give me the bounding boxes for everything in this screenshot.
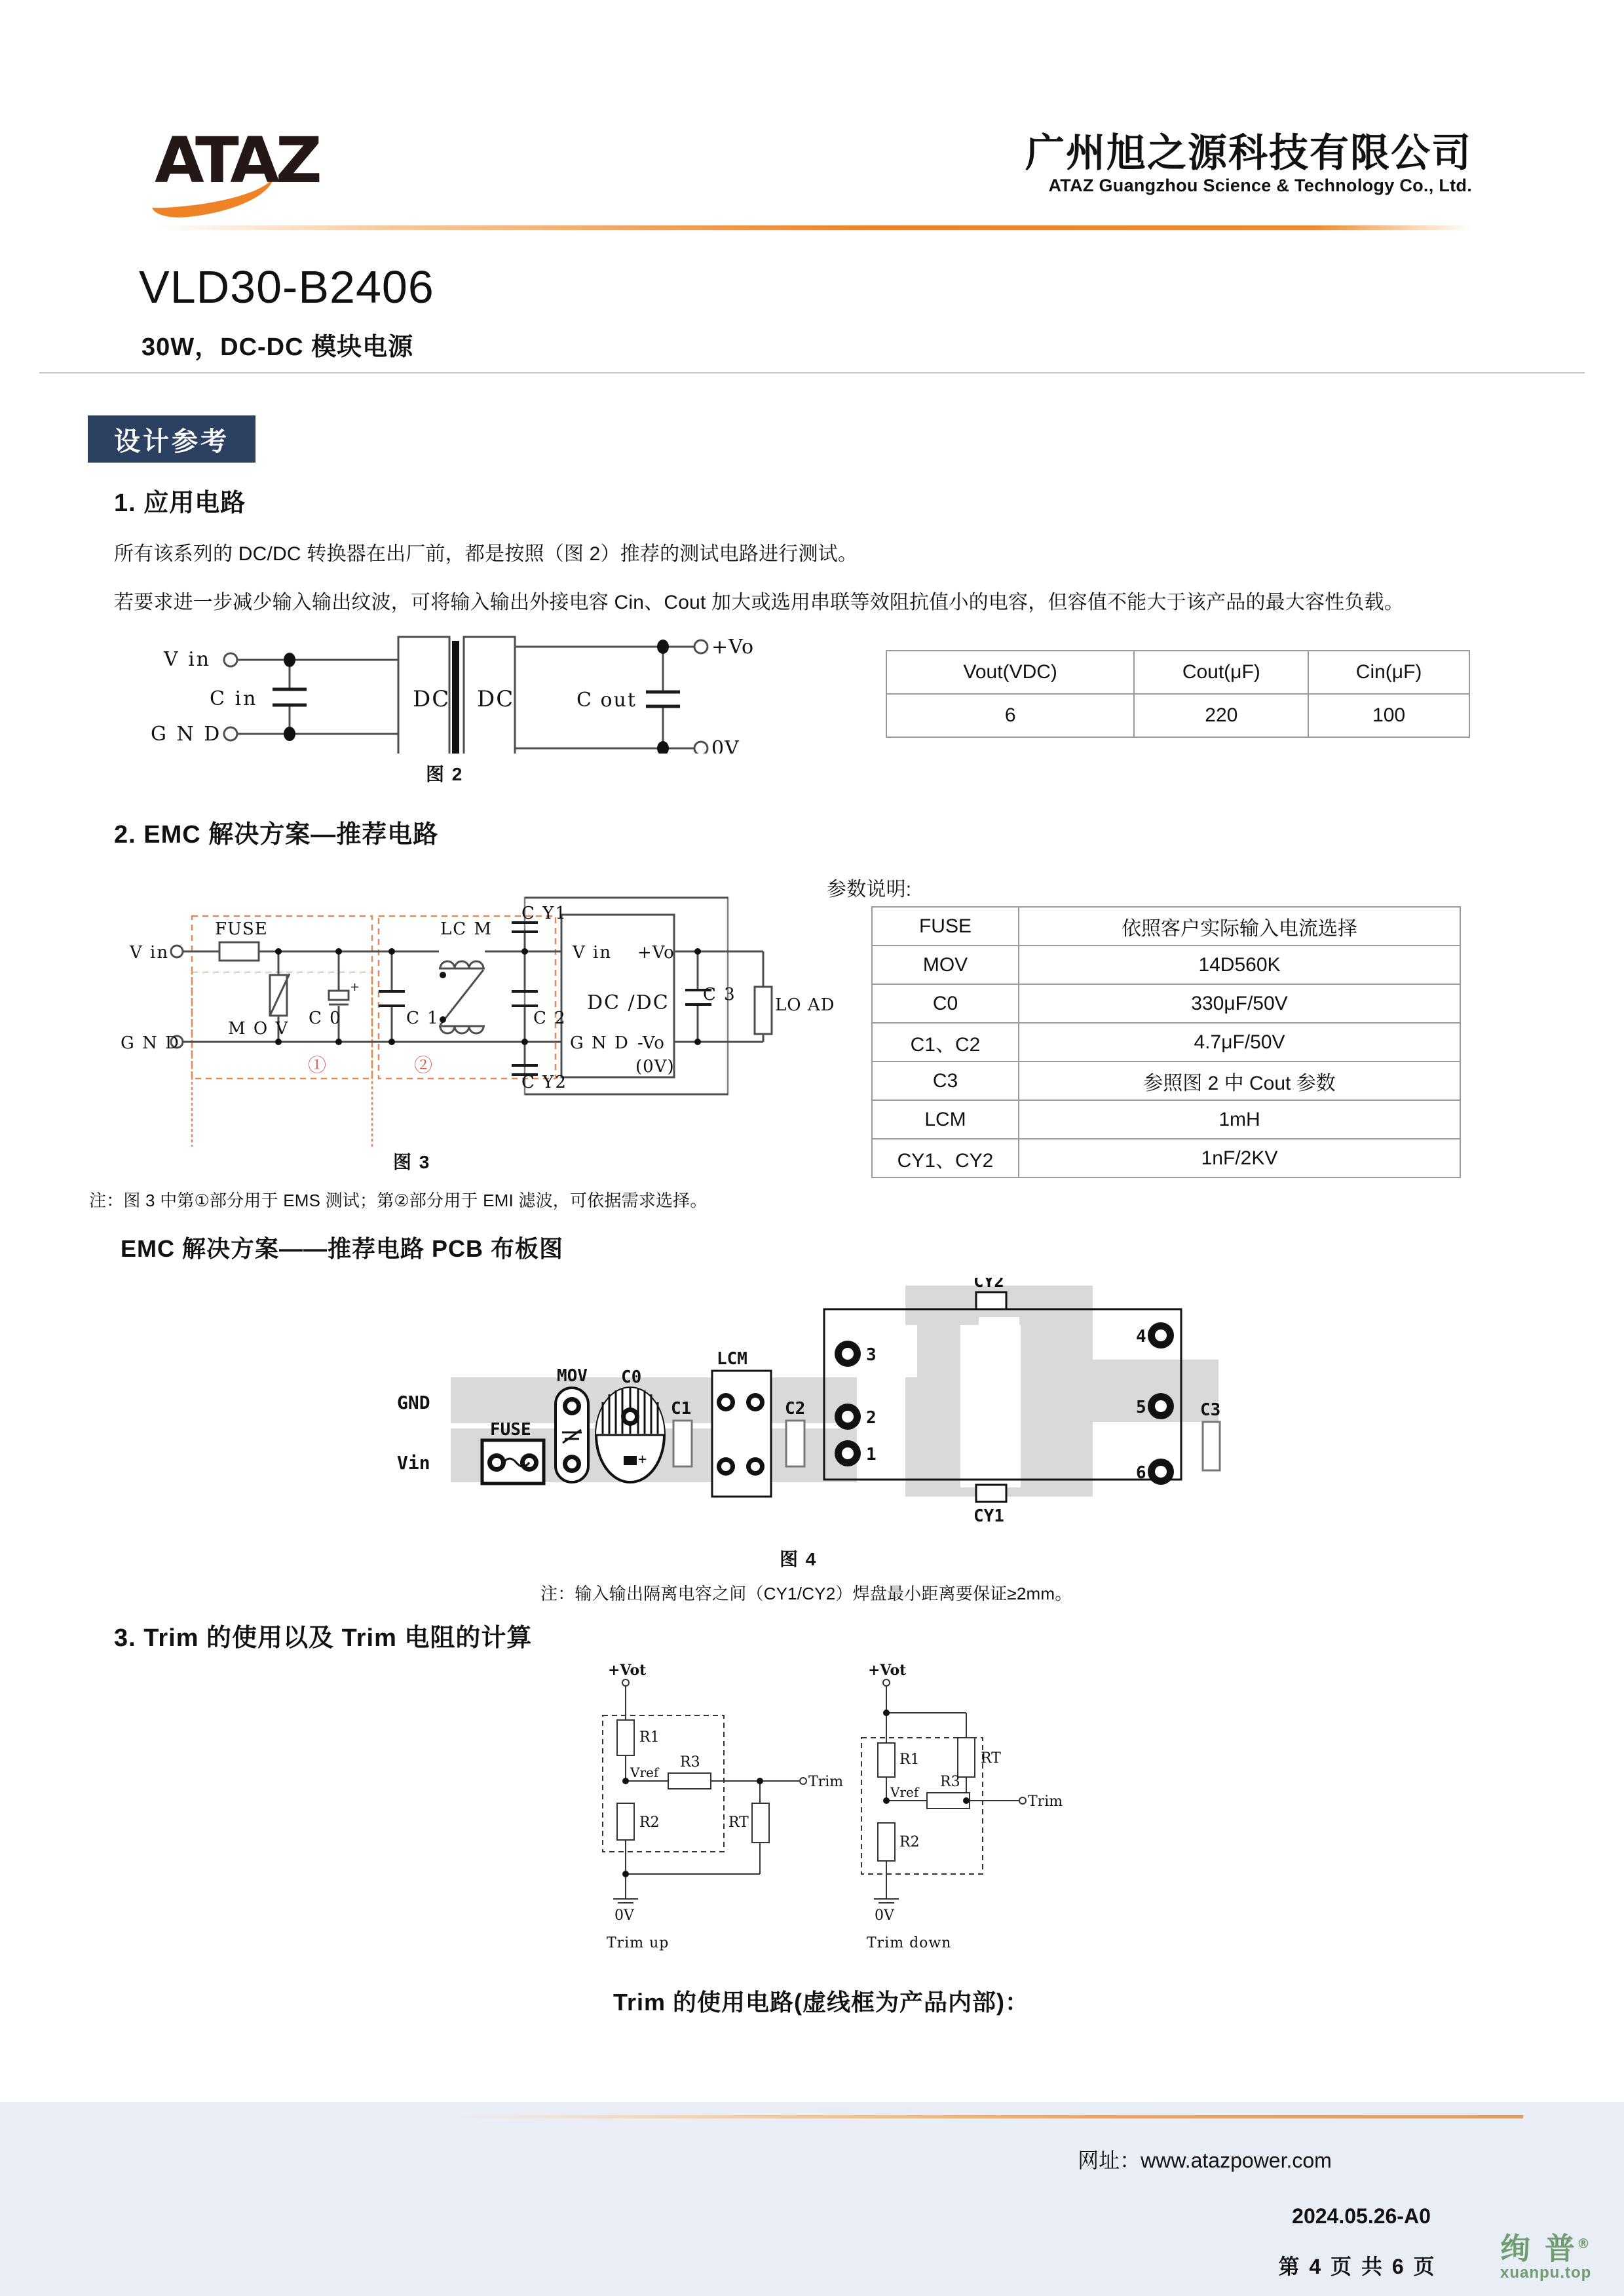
svg-text:LO AD: LO AD [775,995,835,1015]
svg-text:R2: R2 [899,1834,920,1850]
svg-text:1: 1 [866,1445,877,1464]
param-name: MOV [872,946,1019,984]
param-value: 14D560K [1019,946,1460,984]
param-value: 330μF/50V [1019,984,1460,1023]
paragraph-1: 所有该系列的 DC/DC 转换器在出厂前，都是按照（图 2）推荐的测试电路进行测试。 [114,543,858,565]
svg-text:Trim: Trim [808,1774,844,1790]
figure-4-caption: 图 4 [780,1549,818,1569]
figure-trim-circuits [563,1658,1087,1953]
paragraph-2: 若要求进一步减少输入输出纹波，可将输入输出外接电容 Cin、Cout 加大或选用串联等效阻抗值小的电容，但容值不能大于该产品的最大容性负载。 [114,592,1405,613]
svg-text:RT: RT [981,1750,1001,1767]
trim-up-circuit [603,1662,843,1951]
param-value: 依照客户实际输入电流选择 [1019,907,1460,946]
params-title: 参数说明: [827,879,912,900]
table-row-header [886,651,1469,694]
table-row [872,1062,1460,1100]
figure-4-note: 注：输入输出隔离电容之间（CY1/CY2）焊盘最小距离要保证≥2mm。 [540,1584,1072,1603]
svg-text:DC: DC [413,686,451,712]
svg-text:C 0: C 0 [309,1008,342,1028]
svg-text:Trim down: Trim down [867,1935,952,1951]
svg-text:DC /DC: DC /DC [587,991,670,1014]
svg-text:C in: C in [210,687,258,710]
param-name: LCM [872,1100,1019,1139]
param-name: C0 [872,984,1019,1023]
trim-down-circuit [861,1662,1063,1951]
svg-text:6: 6 [1136,1463,1146,1483]
param-value: 参照图 2 中 Cout 参数 [1019,1062,1460,1100]
svg-text:2: 2 [866,1408,877,1428]
figure-3-caption: 图 3 [393,1152,431,1172]
svg-text:C0: C0 [621,1368,642,1387]
th-cin: Cin(μF) [1308,651,1469,694]
table-row [872,946,1460,984]
svg-text:Trim up: Trim up [607,1935,670,1951]
svg-text:4: 4 [1136,1327,1146,1347]
svg-text:+: + [638,1451,647,1468]
svg-text:M O V: M O V [228,1019,290,1039]
logo-wordmark: ATAZ [155,124,318,197]
page-title: VLD30-B2406 [139,261,434,313]
footer-page-number: 第 4 页 共 6 页 [1278,2255,1437,2278]
svg-text:V in: V in [164,648,212,671]
svg-text:G N D: G N D [121,1033,180,1053]
watermark [1500,2228,1618,2291]
svg-text:G N D: G N D [151,723,222,746]
company-name-en: ATAZ Guangzhou Science & Technology Co., Ltd. [1048,176,1472,195]
page-subtitle: 30W，DC-DC 模块电源 [142,334,414,361]
svg-text:Trim: Trim [1028,1793,1063,1810]
header-divider [155,225,1471,230]
svg-text:G N D: G N D [570,1033,630,1053]
capacitor-table [886,650,1470,738]
param-value: 4.7μF/50V [1019,1023,1460,1062]
svg-text:Vin: Vin [397,1452,430,1474]
svg-text:C Y2: C Y2 [521,1073,567,1092]
table-row [886,694,1469,737]
ataz-logo [155,123,377,202]
th-cout: Cout(μF) [1134,651,1308,694]
svg-text:0V: 0V [614,1907,634,1924]
heading-emc-solution: 2. EMC 解决方案—推荐电路 [114,821,439,849]
title-divider [39,372,1585,373]
td-vout: 6 [886,694,1134,737]
svg-text:CY1: CY1 [973,1506,1004,1526]
svg-text:+Vo: +Vo [637,943,675,963]
table-row [872,907,1460,946]
footer-revision-date: 2024.05.26-A0 [1292,2204,1431,2228]
figure-4-pcb-layout [393,1278,1258,1540]
svg-text:R3: R3 [680,1754,700,1770]
svg-text:C Y1: C Y1 [521,904,567,923]
svg-text:①: ① [308,1054,327,1076]
svg-text:Vref: Vref [630,1765,659,1780]
svg-text:C2: C2 [785,1399,806,1419]
trim-usage-caption: Trim 的使用电路(虚线框为产品内部)： [613,1989,1030,2016]
svg-text:②: ② [414,1054,433,1076]
svg-text:0V: 0V [711,737,740,754]
heading-trim-usage: 3. Trim 的使用以及 Trim 电阻的计算 [114,1624,533,1652]
svg-text:V in: V in [130,943,170,963]
heading-pcb-layout: EMC 解决方案——推荐电路 PCB 布板图 [121,1235,564,1262]
svg-text:GND: GND [397,1392,430,1413]
svg-text:C 1: C 1 [406,1008,440,1028]
section-badge: 设计参考 [88,415,255,463]
footer-website: 网址：www.atazpower.com [1078,2149,1332,2172]
svg-text:R1: R1 [639,1729,660,1746]
param-name: FUSE [872,907,1019,946]
figure-3-note: 注：图 3 中第①部分用于 EMS 测试；第②部分用于 EMI 滤波，可依据需求选择。 [89,1191,708,1210]
svg-text:LC M: LC M [440,919,493,939]
svg-text:R1: R1 [899,1751,920,1768]
svg-text:FUSE: FUSE [490,1420,531,1440]
param-name: C3 [872,1062,1019,1100]
svg-text:FUSE: FUSE [215,919,268,939]
svg-text:C3: C3 [1200,1400,1221,1420]
svg-text:RT: RT [728,1814,749,1831]
svg-text:C out: C out [576,689,637,712]
svg-text:-Vo: -Vo [637,1033,665,1053]
page-header [0,0,1624,242]
td-cout: 220 [1134,694,1308,737]
table-row [872,984,1460,1023]
figure-2-circuit [118,622,812,754]
company-name-cn: 广州旭之源科技有限公司 [1025,131,1472,175]
svg-text:3: 3 [866,1345,877,1365]
svg-text:C 3: C 3 [703,985,736,1004]
svg-text:Vref: Vref [890,1784,919,1800]
svg-text:+Vot: +Vot [868,1662,907,1679]
svg-text:V in: V in [573,943,613,963]
svg-text:CY2: CY2 [973,1278,1004,1292]
param-value: 1mH [1019,1100,1460,1139]
emc-parameter-table [871,906,1461,1178]
svg-text:5: 5 [1136,1398,1146,1417]
heading-application-circuit: 1. 应用电路 [114,489,246,517]
footer-divider [459,2115,1523,2118]
table-row [872,1023,1460,1062]
svg-text:C1: C1 [671,1399,692,1419]
svg-text:MOV: MOV [557,1366,588,1386]
watermark-cn: 绚 普® [1500,2230,1593,2267]
svg-text:(0V): (0V) [635,1057,675,1077]
svg-text:LCM: LCM [717,1349,747,1369]
svg-text:0V: 0V [875,1907,894,1924]
param-name: CY1、CY2 [872,1139,1019,1177]
figure-3-circuit [118,871,858,1147]
th-vout: Vout(VDC) [886,651,1134,694]
table-row [872,1139,1460,1177]
param-value: 1nF/2KV [1019,1139,1460,1177]
svg-text:+: + [350,980,360,994]
param-name: C1、C2 [872,1023,1019,1062]
svg-text:R3: R3 [940,1774,960,1790]
watermark-en: xuanpu.top [1500,2264,1592,2282]
svg-text:+Vo: +Vo [711,636,755,659]
svg-text:+Vot: +Vot [608,1662,647,1679]
svg-text:R2: R2 [639,1814,660,1831]
table-row [872,1100,1460,1139]
svg-text:DC: DC [477,686,515,712]
figure-2-caption: 图 2 [426,764,464,784]
svg-text:C 2: C 2 [533,1008,567,1028]
td-cin: 100 [1308,694,1469,737]
